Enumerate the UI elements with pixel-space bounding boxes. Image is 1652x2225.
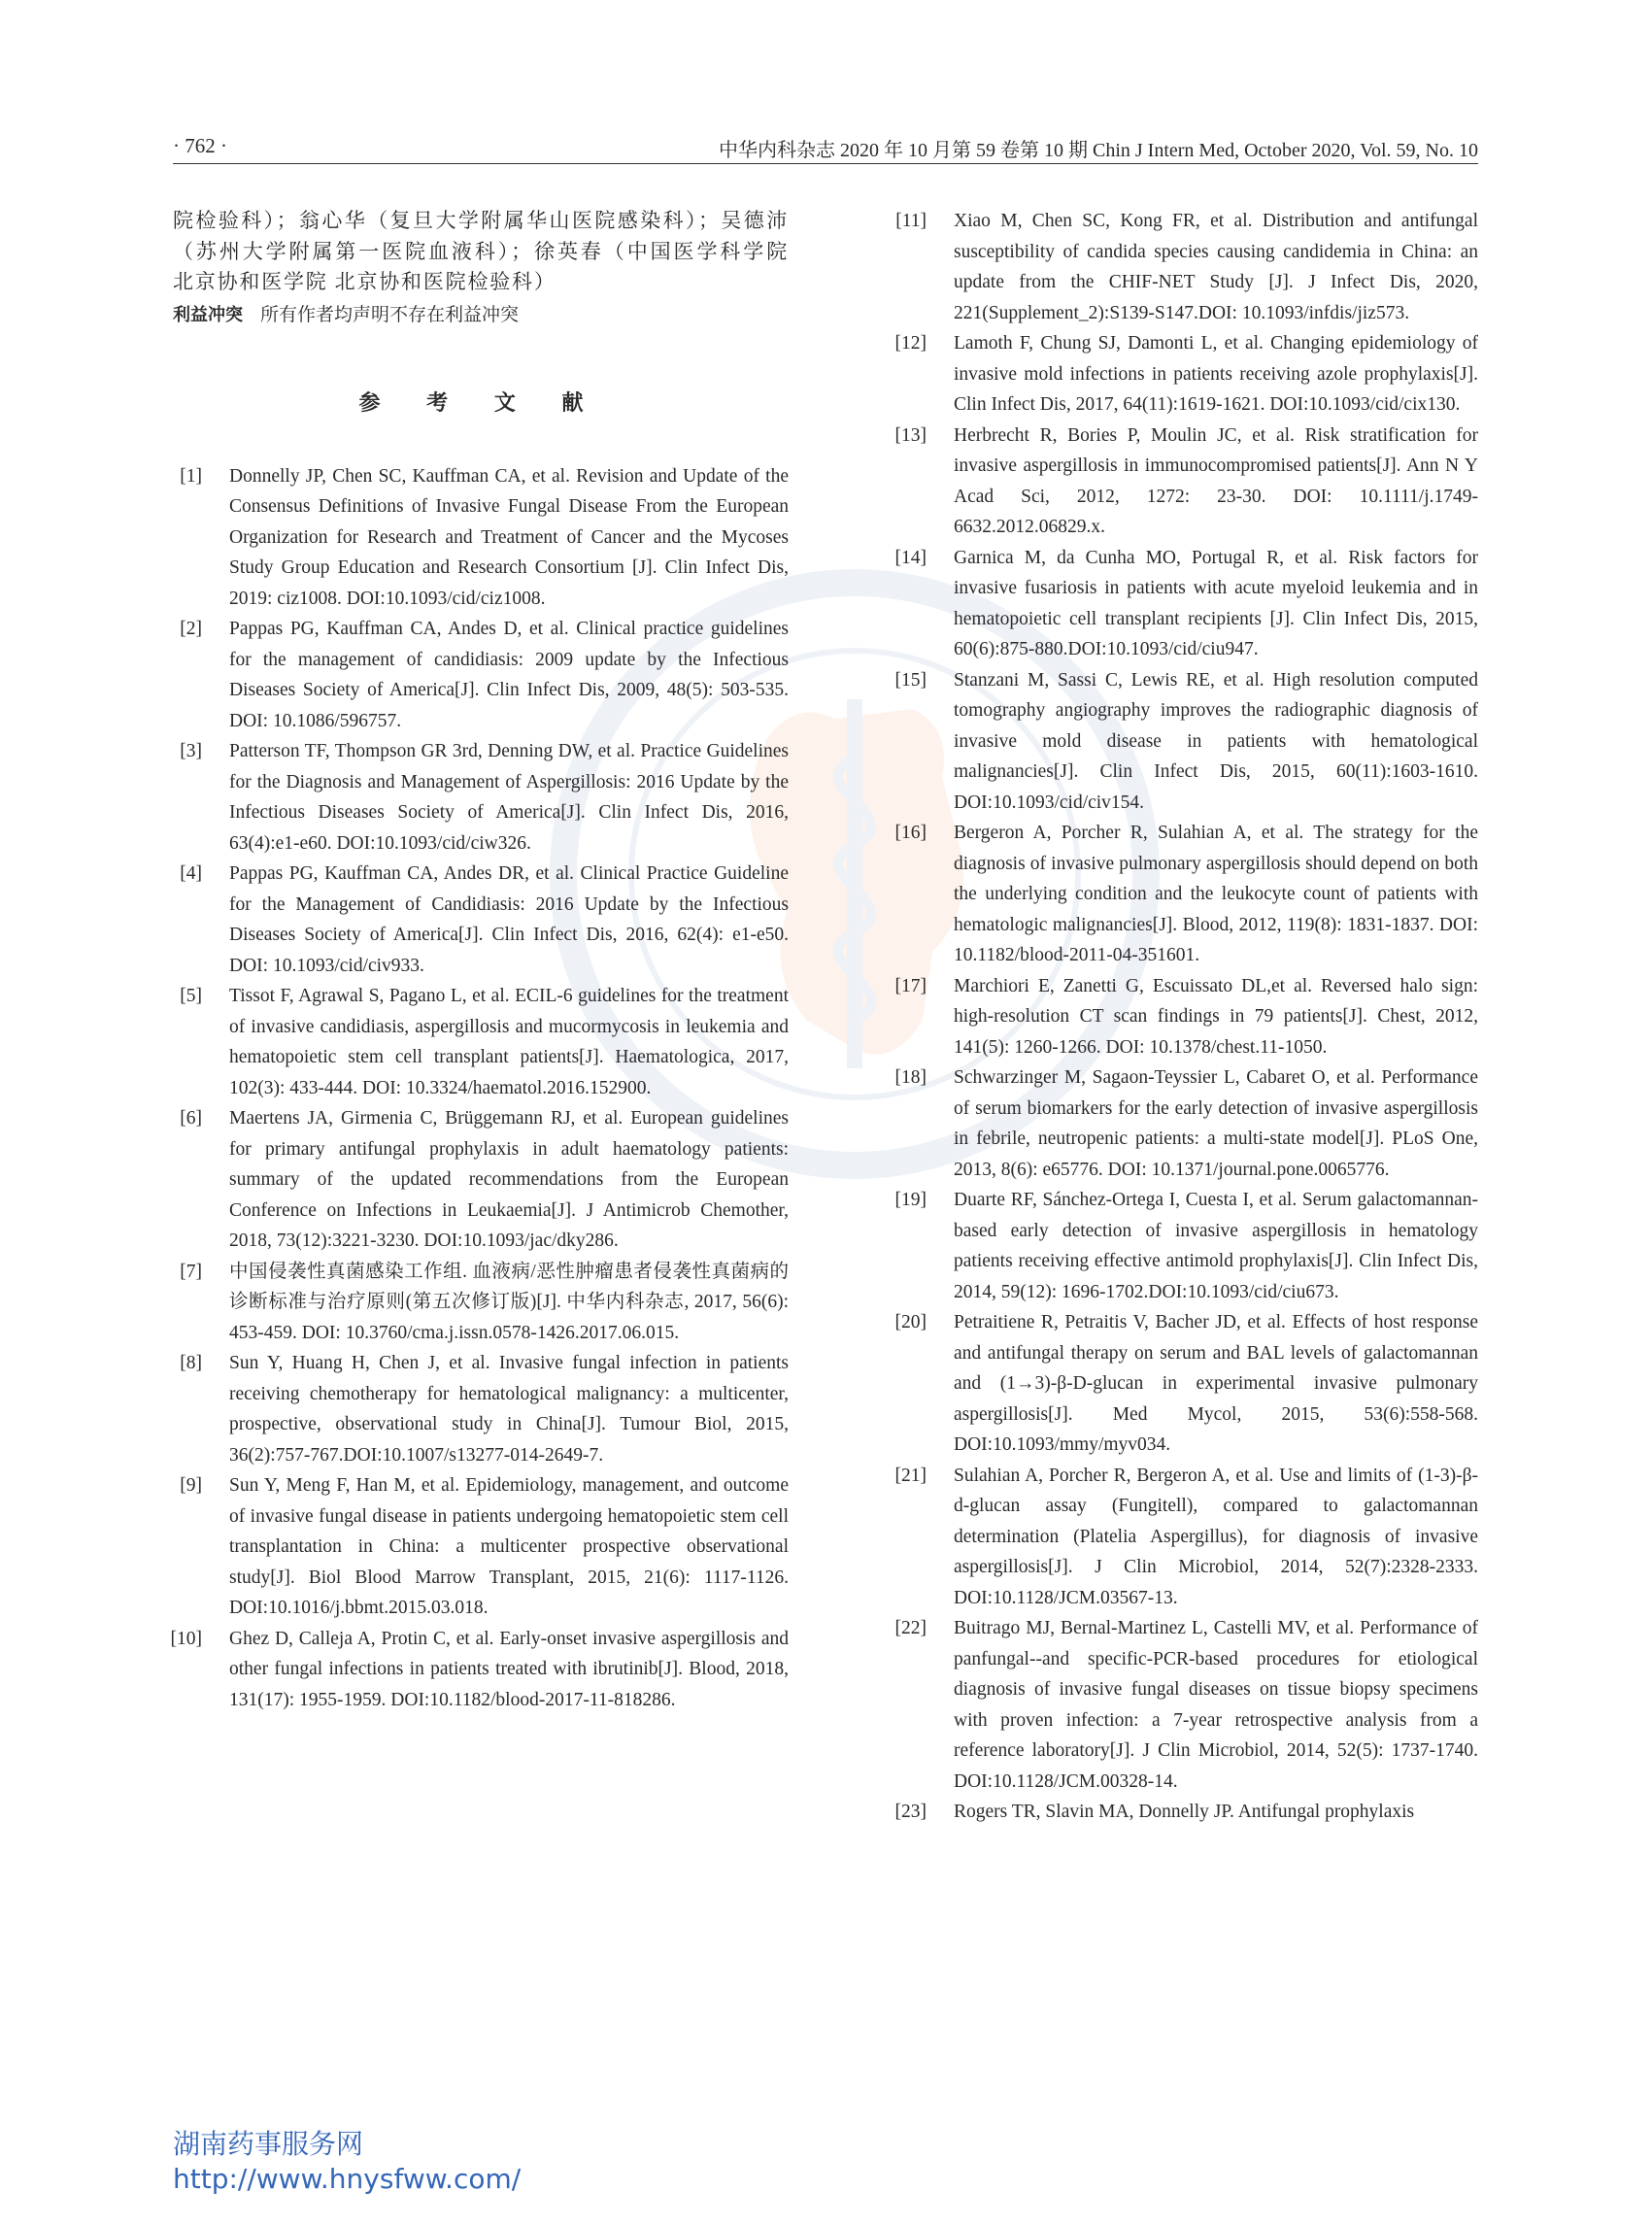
- reference-text: Patterson TF, Thompson GR 3rd, Denning DW, et al. Practice Guidelines for the Diagnosis and Management of Aspergillosis: 2016 Update by the Infectious Diseases Society of America[J]. Clin Infect Dis, 2016, 63(4):e1-e60. DOI:10.1093/cid/ciw326.: [229, 741, 789, 854]
- reference-item: [173, 614, 789, 736]
- reference-number: [9]: [180, 1475, 202, 1496]
- reference-text: Garnica M, da Cunha MO, Portugal R, et al. Risk factors for invasive fusariosis in patients with acute myeloid leukemia and in hematopoietic cell transplant recipients [J]. Clin Infect Dis, 2015, 60(6):875-880.DOI:10.1093/cid/ciu947.: [954, 547, 1478, 659]
- reference-number: [18]: [894, 1067, 927, 1088]
- site-url-link[interactable]: http://www.hnysfww.com/: [173, 2163, 522, 2195]
- reference-item: [170, 1624, 789, 1716]
- reference-item: [872, 665, 1478, 819]
- reference-item: [173, 1348, 789, 1470]
- reference-number: [22]: [894, 1618, 927, 1638]
- reference-item: [872, 1062, 1478, 1185]
- reference-text: Sun Y, Meng F, Han M, et al. Epidemiology, management, and outcome of invasive fungal disease in patients undergoing hematopoietic stem cell transplantation in China: a multicenter prospective observational study[J]. Biol Blood Marrow Transplant, 2015, 21(6): 1117-1126. DOI:10.1016/j.bbmt.2015.03.018.: [229, 1475, 789, 1618]
- reference-item: [872, 1613, 1478, 1797]
- reference-number: [5]: [180, 986, 202, 1006]
- conflict-of-interest-label: 利益冲突: [173, 304, 243, 325]
- reference-list-left: [170, 461, 789, 1716]
- reference-number: [2]: [180, 619, 202, 639]
- reference-text: Schwarzinger M, Sagaon-Teyssier L, Cabaret O, et al. Performance of serum biomarkers for the early detection of invasive aspergillosis in febrile, neutropenic patients: a multi-state model[J]. PLoS One, 2013, 8(6): e65776. DOI: 10.1371/journal.pone.0065776.: [954, 1067, 1478, 1180]
- reference-number: [16]: [894, 823, 927, 843]
- reference-item: [872, 971, 1478, 1063]
- site-name: 湖南药事服务网: [173, 2128, 364, 2160]
- reference-number: [7]: [180, 1261, 202, 1282]
- reference-item: [872, 1307, 1478, 1461]
- reference-item: [173, 981, 789, 1103]
- reference-text: Pappas PG, Kauffman CA, Andes D, et al. Clinical practice guidelines for the management of candidiasis: 2009 update by the Infectious Diseases Society of America[J]. Clin Infect Dis, 2009, 48(5): 503-535. DOI: 10.1086/596757.: [229, 619, 789, 731]
- reference-number: [10]: [170, 1628, 202, 1649]
- reference-number: [4]: [180, 863, 202, 884]
- contributors-paragraph: 院检验科）；翁心华（复旦大学附属华山医院感染科）；吴德沛（苏州大学附属第一医院血液科）；徐英春（中国医学科学院 北京协和医学院 北京协和医院检验科）: [173, 209, 789, 293]
- reference-text: 中国侵袭性真菌感染工作组. 血液病/恶性肿瘤患者侵袭性真菌病的诊断标准与治疗原则(第五次修订版)[J]. 中华内科杂志, 2017, 56(6): 453-459. DOI: 10.3760/cma.j.issn.0578-1426.2017.06.015.: [229, 1261, 789, 1343]
- reference-list-right: [872, 206, 1478, 1828]
- reference-item: [872, 1461, 1478, 1614]
- reference-item: [173, 1257, 789, 1349]
- reference-number: [21]: [894, 1465, 927, 1486]
- reference-text: Pappas PG, Kauffman CA, Andes DR, et al. Clinical Practice Guideline for the Management of Candidiasis: 2016 Update by the Infectious Diseases Society of America[J]. Clin Infect Dis, 2016, 62(4): e1-e50. DOI: 10.1093/cid/civ933.: [229, 863, 789, 976]
- left-column: [170, 206, 789, 1715]
- reference-item: [173, 461, 789, 615]
- reference-text: Donnelly JP, Chen SC, Kauffman CA, et al. Revision and Update of the Consensus Definitions of Invasive Fungal Disease From the European Organization for Research and Treatment of Cancer and the Mycoses Study Group Education and Research Consortium [J]. Clin Infect Dis, 2019: ciz1008. DOI:10.1093/cid/ciz1008.: [229, 465, 789, 609]
- reference-item: [872, 206, 1478, 328]
- reference-number: [3]: [180, 741, 202, 761]
- reference-item: [872, 1797, 1478, 1828]
- conflict-of-interest: [173, 300, 789, 330]
- reference-text: Ghez D, Calleja A, Protin C, et al. Early-onset invasive aspergillosis and other fungal infections in patients treated with ibrutinib[J]. Blood, 2018, 131(17): 1955-1959. DOI:10.1182/blood-2017-11-818286.: [229, 1628, 789, 1710]
- reference-text: Duarte RF, Sánchez-Ortega I, Cuesta I, et al. Serum galactomannan-based early detection of invasive aspergillosis in hematology patients receiving effective antimold prophylaxis[J]. Clin Infect Dis, 2014, 59(12): 1696-1702.DOI:10.1093/cid/ciu673.: [954, 1190, 1478, 1302]
- reference-number: [11]: [895, 211, 927, 231]
- reference-number: [20]: [894, 1312, 927, 1332]
- reference-text: Marchiori E, Zanetti G, Escuissato DL,et al. Reversed halo sign: high-resolution CT scan findings in 79 patients[J]. Chest, 2012, 141(5): 1260-1266. DOI: 10.1378/chest.11-1050.: [954, 975, 1478, 1058]
- reference-number: [14]: [894, 547, 927, 568]
- reference-text: Rogers TR, Slavin MA, Donnelly JP. Antifungal prophylaxis: [954, 1802, 1415, 1822]
- page-number: · 762 ·: [173, 134, 227, 157]
- references-heading: 参 考 文 献: [358, 390, 603, 416]
- reference-number: [19]: [894, 1190, 927, 1210]
- reference-text: Lamoth F, Chung SJ, Damonti L, et al. Changing epidemiology of invasive mold infections in patients receiving azole prophylaxis[J]. Clin Infect Dis, 2017, 64(11):1619-1621. DOI:10.1093/cid/cix130.: [954, 333, 1478, 415]
- conflict-of-interest-text: 所有作者均声明不存在利益冲突: [260, 304, 520, 325]
- running-header: [173, 134, 1478, 164]
- reference-text: Xiao M, Chen SC, Kong FR, et al. Distribution and antifungal susceptibility of candida species causing candidemia in China: an update from the CHIF-NET Study [J]. J Infect Dis, 2020, 221(Supplement_2):S139-S147.DOI: 10.1093/infdis/jiz573.: [954, 211, 1478, 323]
- journal-citation: 中华内科杂志 2020 年 10 月第 59 卷第 10 期 Chin J Intern Med, October 2020, Vol. 59, No. 10: [718, 140, 1478, 161]
- reference-item: [173, 1470, 789, 1624]
- reference-text: Herbrecht R, Bories P, Moulin JC, et al. Risk stratification for invasive aspergillosis in immunocompromised patients[J]. Ann N Y Acad Sci, 2012, 1272: 23-30. DOI: 10.1111/j.1749-6632.2012.06829.x.: [954, 424, 1478, 537]
- reference-text: Bergeron A, Porcher R, Sulahian A, et al. The strategy for the diagnosis of invasive pulmonary aspergillosis should depend on both the underlying condition and the leukocyte count of patients with hematologic malignancies[J]. Blood, 2012, 119(8): 1831-1837. DOI: 10.1182/blood-2011-04-351601.: [954, 823, 1478, 965]
- reference-text: Petraitiene R, Petraitis V, Bacher JD, et al. Effects of host response and antifungal therapy on serum and BAL levels of galactomannan and (1→3)-β-D-glucan in experimental invasive pulmonary aspergillosis[J]. Med Mycol, 2015, 53(6):558-568. DOI:10.1093/mmy/myv034.: [954, 1312, 1478, 1455]
- reference-number: [12]: [894, 333, 927, 354]
- reference-item: [872, 328, 1478, 421]
- reference-number: [13]: [894, 424, 927, 446]
- reference-item: [872, 818, 1478, 971]
- reference-item: [173, 859, 789, 981]
- reference-number: [6]: [180, 1108, 202, 1129]
- reference-item: [872, 421, 1478, 543]
- reference-text: Tissot F, Agrawal S, Pagano L, et al. ECIL-6 guidelines for the treatment of invasive candidiasis, aspergillosis and mucormycosis in leukemia and hematopoietic stem cell transplant patients[J]. Haematologica, 2017, 102(3): 433-444. DOI: 10.3324/haematol.2016.152900.: [229, 986, 789, 1098]
- right-column: [872, 206, 1478, 1828]
- reference-item: [173, 736, 789, 859]
- reference-item: [173, 1103, 789, 1257]
- reference-number: [1]: [180, 465, 202, 487]
- site-footer: [173, 2127, 521, 2197]
- reference-text: Sun Y, Huang H, Chen J, et al. Invasive fungal infection in patients receiving chemotherapy for hematological malignancy: a multicenter, prospective, observational study in China[J]. Tumour Biol, 2015, 36(2):757-767.DOI:10.1007/s13277-014-2649-7.: [229, 1353, 789, 1466]
- reference-number: [17]: [894, 975, 927, 996]
- reference-text: Sulahian A, Porcher R, Bergeron A, et al. Use and limits of (1-3)-β-d-glucan assay (Fungitell), compared to galactomannan determination (Platelia Aspergillus), for diagnosis of invasive aspergillosis[J]. J Clin Microbiol, 2014, 52(7):2328-2333. DOI:10.1128/JCM.03567-13.: [954, 1465, 1478, 1608]
- reference-text: Stanzani M, Sassi C, Lewis RE, et al. High resolution computed tomography angiography improves the radiographic diagnosis of invasive mold disease in patients with hematological malignancies[J]. Clin Infect Dis, 2015, 60(11):1603-1610. DOI:10.1093/cid/civ154.: [954, 669, 1478, 813]
- reference-item: [872, 543, 1478, 665]
- reference-number: [23]: [894, 1802, 927, 1822]
- reference-text: Maertens JA, Girmenia C, Brüggemann RJ, et al. European guidelines for primary antifungal prophylaxis in adult haematology patients: summary of the updated recommendations from the European Conference on Infections in Leukaemia[J]. J Antimicrob Chemother, 2018, 73(12):3221-3230. DOI:10.1093/jac/dky286.: [229, 1108, 789, 1251]
- reference-text: Buitrago MJ, Bernal-Martinez L, Castelli MV, et al. Performance of panfungal--and specific-PCR-based procedures for etiological diagnosis of invasive fungal diseases on tissue biopsy specimens with proven infection: a 7-year retrospective analysis from a reference laboratory[J]. J Clin Microbiol, 2014, 52(5): 1737-1740. DOI:10.1128/JCM.00328-14.: [954, 1618, 1478, 1792]
- reference-number: [15]: [894, 669, 927, 691]
- reference-item: [872, 1185, 1478, 1307]
- reference-number: [8]: [180, 1353, 202, 1373]
